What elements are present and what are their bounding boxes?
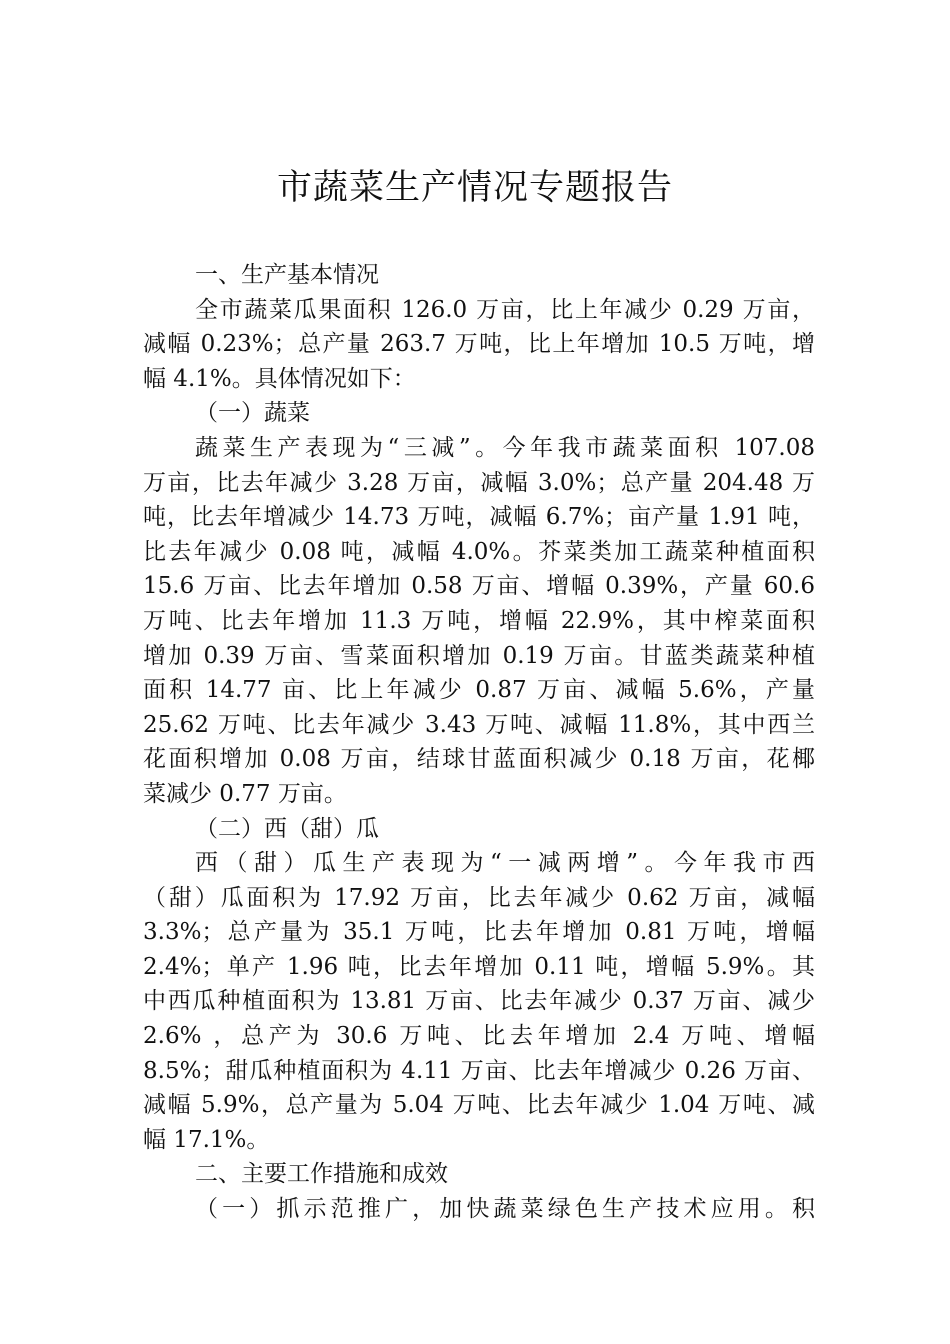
- text-line: 万亩，比去年减少 3.28 万亩，减幅 3.0%；总产量 204.48 万: [143, 469, 815, 496]
- text-line: 25.62 万吨、比去年减少 3.43 万吨、减幅 11.8%，其中西兰: [143, 711, 815, 738]
- text-line: （甜）瓜面积为 17.92 万亩，比去年减少 0.62 万亩，减幅: [143, 884, 815, 911]
- text-line: 比去年减少 0.08 吨，减幅 4.0%。芥菜类加工蔬菜种植面积: [143, 538, 815, 565]
- text-line: 15.6 万亩、比去年增加 0.58 万亩、增幅 0.39%，产量 60.6: [143, 573, 815, 600]
- text-line: 2.4%；单产 1.96 吨，比去年增加 0.11 吨，增幅 5.9%。其: [143, 953, 815, 980]
- text-line: （一）蔬菜: [195, 400, 310, 427]
- text-line: 减幅 0.23%；总产量 263.7 万吨，比上年增加 10.5 万吨，增: [143, 331, 815, 358]
- text-line: 8.5%；甜瓜种植面积为 4.11 万亩、比去年增减少 0.26 万亩、: [143, 1057, 815, 1084]
- text-line: （一）抓示范推广，加快蔬菜绿色生产技术应用。积: [195, 1196, 815, 1223]
- document-title: 市蔬菜生产情况专题报告: [276, 168, 673, 208]
- text-line: 万吨、比去年增加 11.3 万吨，增幅 22.9%，其中榨菜面积: [143, 607, 815, 634]
- text-line: （二）西（甜）瓜: [195, 815, 379, 842]
- document-body: [143, 258, 815, 1227]
- text-line: 二、主要工作措施和成效: [195, 1161, 448, 1188]
- text-line: 花面积增加 0.08 万亩，结球甘蓝面积减少 0.18 万亩，花椰: [143, 746, 815, 773]
- text-line: 幅 4.1%。具体情况如下：: [143, 365, 416, 392]
- text-line: 面积 14.77 亩、比上年减少 0.87 万亩、减幅 5.6%，产量: [143, 677, 815, 704]
- text-line: 2.6% ，总产为 30.6 万吨、比去年增加 2.4 万吨、增幅: [143, 1023, 815, 1050]
- text-line: 中西瓜种植面积为 13.81 万亩、比去年减少 0.37 万亩、减少: [143, 988, 815, 1015]
- text-line: 全市蔬菜瓜果面积 126.0 万亩，比上年减少 0.29 万亩，: [195, 296, 815, 323]
- text-line: 蔬菜生产表现为“三减”。今年我市蔬菜面积 107.08: [195, 434, 815, 461]
- text-line: 西（甜）瓜生产表现为“一减两增”。今年我市西: [195, 850, 815, 877]
- text-line: 一、生产基本情况: [195, 262, 379, 288]
- text-line: 菜减少 0.77 万亩。: [143, 780, 347, 807]
- text-line: 增加 0.39 万亩、雪菜面积增加 0.19 万亩。甘蓝类蔬菜种植: [143, 642, 815, 669]
- text-line: 减幅 5.9%，总产量为 5.04 万吨、比去年减少 1.04 万吨、减: [143, 1092, 815, 1119]
- text-line: 吨，比去年增减少 14.73 万吨，减幅 6.7%；亩产量 1.91 吨，: [143, 504, 815, 531]
- text-line: 3.3%；总产量为 35.1 万吨，比去年增加 0.81 万吨，增幅: [143, 919, 815, 946]
- text-line: 幅 17.1%。: [143, 1126, 270, 1153]
